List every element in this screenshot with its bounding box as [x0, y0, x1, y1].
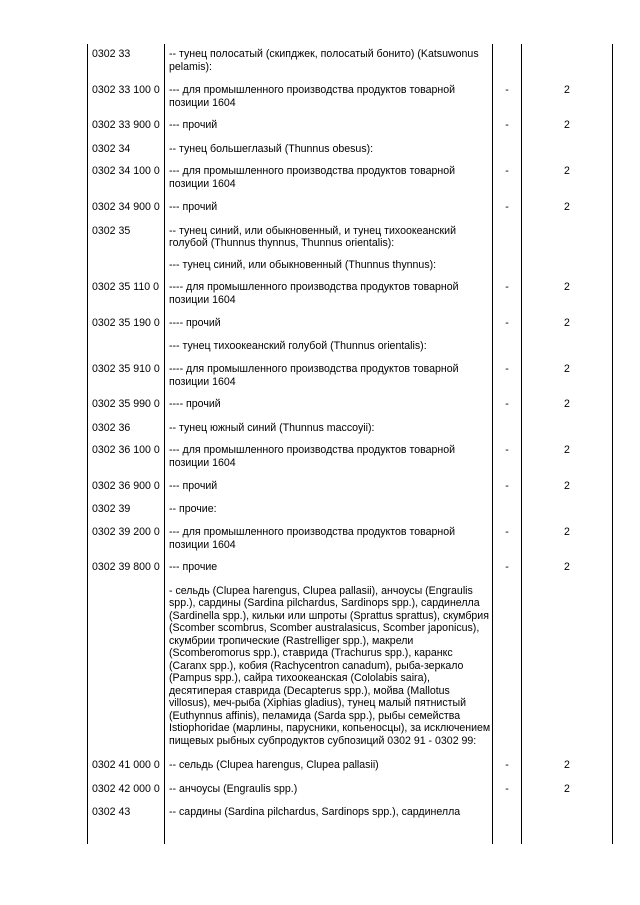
- goods-description: - сельдь (Clupea harengus, Clupea pallasii), анчоусы (Engraulis spp.), сардины (Sardina pilchardus, Sardinops spp.), сардинелла (Sardinella spp.), кильки или шпроты (Sprattus sprattus), скумбрия (Scomber scombrus, Scomber australasicus, Scomber japonicus), скумбрии тропические (Rastrelliger spp.), макрели (Scomberomorus spp.), ставрида (Trachurus spp.), каранкс (Caranx spp.), кобия (Rachycentron canadum), рыба-зеркало (Pampus spp.), сайра тихоокеанская (Cololabis saira), десятиперая ставрида (Decapterus spp.), мойва (Mallotus villosus), меч-рыба (Xiphias gladius), тунец малый пятнистый (Euthynnus affinis), пеламида (Sarda spp.), рыбы семейства Istiophoridae (марлины, парусники, копьеносцы), за исключением пищевых рыбных субпродуктов субпозиций 0302 91 - 0302 99:: [169, 584, 491, 747]
- goods-description: --- для промышленного производства продуктов товарной позиции 1604: [169, 444, 456, 469]
- duty-rate-cell: -: [505, 759, 509, 771]
- duty-rate-cell: -: [505, 480, 509, 492]
- table-row: [0, 444, 640, 480]
- table-row: [0, 783, 640, 807]
- unit-value-cell: 2: [564, 759, 570, 771]
- table-row: [0, 259, 640, 282]
- goods-description: --- тунец синий, или обыкновенный (Thunnus thynnus):: [169, 258, 437, 271]
- goods-description: -- тунец синий, или обыкновенный, и тунец тихоокеанский голубой (Thunnus thynnus, Thunnus orientalis):: [169, 224, 457, 249]
- duty-rate-cell: -: [505, 201, 509, 213]
- tariff-code: 0302 39 800 0: [92, 561, 160, 573]
- unit-value-cell: 2: [564, 782, 570, 795]
- duty-rate-cell: -: [505, 398, 509, 410]
- table-row: [0, 759, 640, 783]
- goods-description: ---- прочий: [169, 317, 221, 329]
- table-row: [0, 201, 640, 225]
- tariff-code: 0302 33 100 0: [92, 84, 160, 96]
- goods-description: --- прочий: [169, 119, 218, 131]
- tariff-code: 0302 35 910 0: [92, 363, 160, 375]
- unit-value-cell: 2: [564, 526, 570, 538]
- tariff-code: 0302 34 900 0: [92, 201, 160, 213]
- goods-description: --- для промышленного производства продуктов товарной позиции 1604: [169, 165, 456, 190]
- goods-description: -- прочие:: [169, 502, 217, 515]
- duty-rate-cell: -: [505, 444, 509, 456]
- goods-description: ---- прочий: [169, 398, 221, 410]
- unit-value-cell: 2: [564, 201, 570, 213]
- tariff-code: 0302 33: [92, 48, 131, 60]
- goods-description: --- для промышленного производства продуктов товарной позиции 1604: [169, 526, 456, 551]
- goods-description: --- для промышленного производства продуктов товарной позиции 1604: [169, 84, 456, 109]
- tariff-code: 0302 43: [92, 806, 131, 818]
- unit-value-cell: 2: [564, 165, 570, 177]
- tariff-code: 0302 39 200 0: [92, 526, 160, 538]
- unit-value-cell: 2: [564, 363, 570, 375]
- unit-value-cell: 2: [564, 317, 570, 329]
- table-row: [0, 585, 640, 760]
- tariff-code: 0302 39: [92, 502, 131, 515]
- goods-description: -- сардины (Sardina pilchardus, Sardinops spp.), сардинелла: [169, 806, 461, 818]
- goods-description: --- прочие: [169, 561, 218, 573]
- tariff-code: 0302 34: [92, 142, 131, 155]
- table-row: [0, 281, 640, 317]
- duty-rate-cell: -: [505, 526, 509, 538]
- unit-value-cell: 2: [564, 84, 570, 96]
- goods-description: -- сельдь (Clupea harengus, Clupea pallasii): [169, 759, 379, 771]
- tariff-code: 0302 36 900 0: [92, 480, 160, 492]
- duty-rate-cell: -: [505, 363, 509, 375]
- duty-rate-cell: -: [505, 561, 509, 573]
- goods-description: ---- для промышленного производства продуктов товарной позиции 1604: [169, 363, 459, 388]
- tariff-code: 0302 41 000 0: [92, 759, 160, 771]
- tariff-code: 0302 35 990 0: [92, 398, 160, 410]
- goods-description: -- тунец полосатый (скипджек, полосатый бонито) (Katsuwonus pelamis):: [169, 48, 479, 73]
- tariff-code: 0302 35 110 0: [92, 281, 159, 293]
- table-row: [0, 422, 640, 445]
- unit-value-cell: 2: [564, 444, 570, 456]
- table-row: [0, 225, 640, 259]
- table-row: [0, 480, 640, 503]
- goods-description: -- тунец южный синий (Thunnus maccoyii):: [169, 421, 375, 434]
- duty-rate-cell: -: [505, 84, 509, 96]
- unit-value-cell: 2: [564, 480, 570, 492]
- tariff-code: 0302 34 100 0: [92, 165, 160, 177]
- duty-rate-cell: -: [505, 119, 509, 131]
- table-row: [0, 119, 640, 143]
- table-row: [0, 317, 640, 340]
- table-row: [0, 48, 640, 84]
- tariff-code: 0302 36 100 0: [92, 444, 160, 456]
- duty-rate-cell: -: [505, 281, 509, 293]
- goods-description: ---- для промышленного производства продуктов товарной позиции 1604: [169, 281, 459, 306]
- duty-rate-cell: -: [505, 317, 509, 329]
- tariff-code: 0302 35: [92, 224, 131, 237]
- tariff-code: 0302 33 900 0: [92, 119, 160, 131]
- unit-value-cell: 2: [564, 281, 570, 293]
- unit-value-cell: 2: [564, 398, 570, 410]
- tariff-code: 0302 42 000 0: [92, 782, 160, 795]
- table-row: [0, 503, 640, 527]
- table-row: [0, 340, 640, 364]
- table-row: [0, 363, 640, 398]
- goods-description: --- прочий: [169, 480, 218, 492]
- goods-description: --- прочий: [169, 201, 218, 213]
- tariff-table: [0, 48, 640, 819]
- table-row: [0, 398, 640, 422]
- table-row: [0, 561, 640, 585]
- duty-rate-cell: -: [505, 165, 509, 177]
- goods-description: -- тунец большеглазый (Thunnus obesus):: [169, 142, 374, 155]
- goods-description: -- анчоусы (Engraulis spp.): [169, 782, 298, 795]
- table-row: [0, 806, 640, 819]
- table-row: [0, 526, 640, 561]
- table-row: [0, 84, 640, 119]
- duty-rate-cell: -: [505, 782, 509, 795]
- goods-description: --- тунец тихоокеанский голубой (Thunnus orientalis):: [169, 339, 427, 352]
- table-row: [0, 143, 640, 166]
- tariff-code: 0302 35 190 0: [92, 317, 160, 329]
- tariff-code: 0302 36: [92, 421, 131, 434]
- unit-value-cell: 2: [564, 561, 570, 573]
- table-row: [0, 165, 640, 201]
- unit-value-cell: 2: [564, 119, 570, 131]
